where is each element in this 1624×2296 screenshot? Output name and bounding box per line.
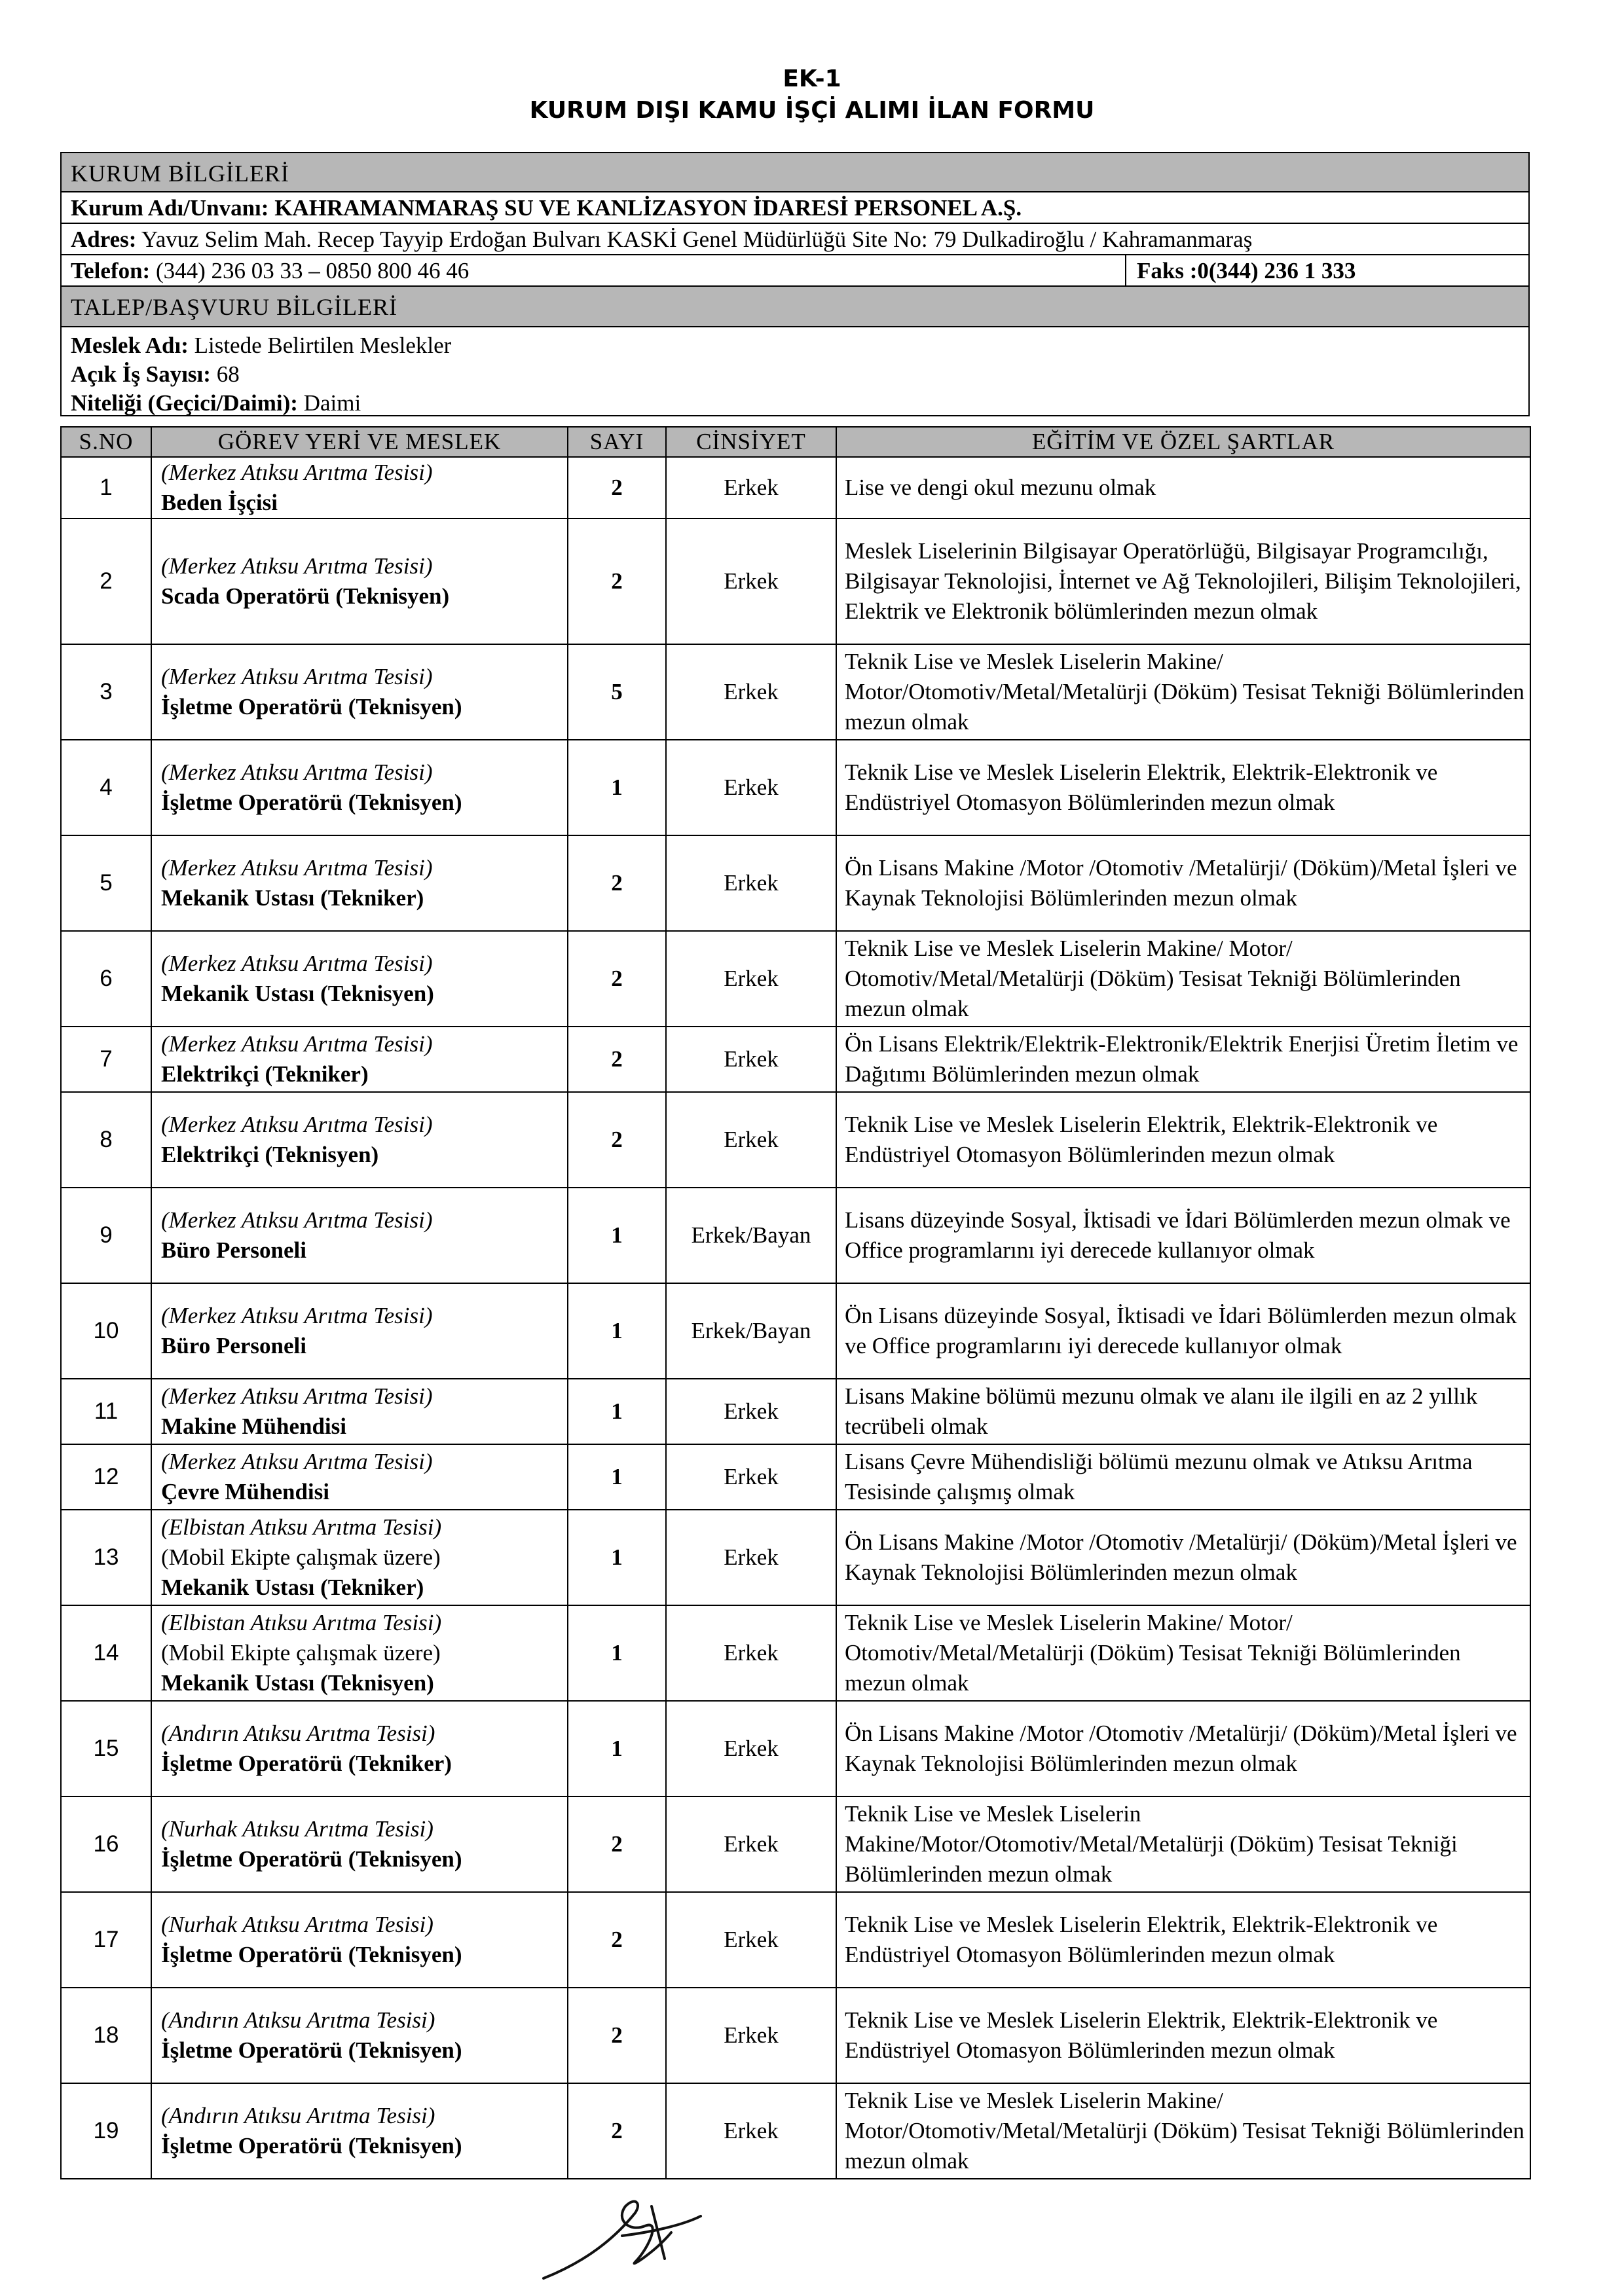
row-count: 1 — [568, 1444, 666, 1510]
row-number: 4 — [61, 740, 151, 835]
row-requirements: Teknik Lise ve Meslek Liselerin Elektrik, Elektrik-Elektronik ve Endüstriyel Otomasyon Bölümlerinden mezun olmak — [836, 740, 1530, 835]
row-gender: Erkek — [666, 519, 836, 644]
row-place-profession — [151, 931, 568, 1027]
open-positions-value: 68 — [216, 361, 240, 387]
job-title: Büro Personeli — [161, 1333, 306, 1358]
row-number: 15 — [61, 1701, 151, 1796]
facility-name: (Merkez Atıksu Arıtma Tesisi) — [161, 460, 433, 485]
row-place-profession — [151, 1027, 568, 1092]
annex-label: EK-1 — [783, 65, 841, 92]
facility-name: (Nurhak Atıksu Arıtma Tesisi) — [161, 1816, 434, 1842]
row-number: 18 — [61, 1988, 151, 2083]
positions-table — [60, 426, 1531, 2179]
table-row — [61, 1605, 1530, 1701]
row-gender: Erkek/Bayan — [666, 1283, 836, 1379]
facility-name: (Merkez Atıksu Arıtma Tesisi) — [161, 1112, 433, 1137]
table-row — [61, 931, 1530, 1027]
open-positions-label: Açık İş Sayısı: — [71, 361, 211, 387]
phone-cell — [71, 255, 1125, 285]
profession-value: Listede Belirtilen Meslekler — [194, 333, 452, 358]
row-count: 1 — [568, 1701, 666, 1796]
row-requirements: Lisans Çevre Mühendisliği bölümü mezunu olmak ve Atıksu Arıtma Tesisinde çalışmış olmak — [836, 1444, 1530, 1510]
facility-name: (Merkez Atıksu Arıtma Tesisi) — [161, 1303, 433, 1328]
open-positions-line — [71, 360, 1528, 389]
row-requirements: Lisans düzeyinde Sosyal, İktisadi ve İdari Bölümlerden mezun olmak ve Office programlarını iyi derecede kullanıyor olmak — [836, 1188, 1530, 1283]
facility-name: (Merkez Atıksu Arıtma Tesisi) — [161, 759, 433, 785]
row-place-profession — [151, 740, 568, 835]
row-count: 2 — [568, 1092, 666, 1188]
row-requirements: Teknik Lise ve Meslek Liselerin Elektrik, Elektrik-Elektronik ve Endüstriyel Otomasyon Bölümlerinden mezun olmak — [836, 1988, 1530, 2083]
row-gender: Erkek — [666, 835, 836, 931]
profession-line — [71, 331, 1528, 360]
row-number: 11 — [61, 1379, 151, 1444]
job-title: Mekanik Ustası (Tekniker) — [161, 885, 424, 911]
job-title: Mekanik Ustası (Tekniker) — [161, 1575, 424, 1600]
header-gender: CİNSİYET — [666, 427, 836, 457]
row-count: 1 — [568, 740, 666, 835]
row-gender: Erkek — [666, 1510, 836, 1605]
table-header-row — [61, 427, 1530, 457]
row-requirements: Meslek Liselerinin Bilgisayar Operatörlüğü, Bilgisayar Programcılığı, Bilgisayar Teknolojisi, İnternet ve Ağ Teknolojileri, Bilişim Teknolojileri, Elektrik ve Elektronik bölümlerinden mezun olmak — [836, 519, 1530, 644]
row-requirements: Ön Lisans Makine /Motor /Otomotiv /Metalürji/ (Döküm)/Metal İşleri ve Kaynak Teknolojisi Bölümlerinden mezun olmak — [836, 1701, 1530, 1796]
facility-name: (Merkez Atıksu Arıtma Tesisi) — [161, 855, 433, 881]
header-count: SAYI — [568, 427, 666, 457]
table-row — [61, 835, 1530, 931]
row-requirements: Teknik Lise ve Meslek Liselerin Makine/ Motor/Otomotiv/Metal/Metalürji (Döküm) Tesisat Tekniği Bölümlerinden mezun olmak — [836, 644, 1530, 740]
table-row — [61, 1027, 1530, 1092]
contact-line — [60, 255, 1530, 287]
row-number: 1 — [61, 457, 151, 519]
row-gender: Erkek — [666, 1092, 836, 1188]
row-count: 1 — [568, 1283, 666, 1379]
row-number: 16 — [61, 1796, 151, 1892]
address-value: Yavuz Selim Mah. Recep Tayyip Erdoğan Bulvarı KASKİ Genel Müdürlüğü Site No: 79 Dulkadiroğlu / Kahramanmaraş — [141, 227, 1253, 252]
table-row — [61, 1892, 1530, 1988]
institution-name-line — [60, 192, 1530, 224]
row-count: 2 — [568, 835, 666, 931]
institution-info-block — [60, 152, 1530, 416]
row-gender: Erkek — [666, 1444, 836, 1510]
row-gender: Erkek — [666, 740, 836, 835]
row-requirements: Lise ve dengi okul mezunu olmak — [836, 457, 1530, 519]
row-count: 2 — [568, 519, 666, 644]
job-title: Scada Operatörü (Teknisyen) — [161, 583, 450, 609]
talep-section-title: TALEP/BAŞVURU BİLGİLERİ — [60, 287, 1530, 327]
row-number: 14 — [61, 1605, 151, 1701]
row-requirements: Ön Lisans Elektrik/Elektrik-Elektronik/Elektrik Enerjisi Üretim İletim ve Dağıtımı Bölümlerinden mezun olmak — [836, 1027, 1530, 1092]
row-count: 1 — [568, 1188, 666, 1283]
application-info — [60, 327, 1530, 416]
row-number: 8 — [61, 1092, 151, 1188]
institution-name-value: KAHRAMANMARAŞ SU VE KANLİZASYON İDARESİ PERSONEL A.Ş. — [274, 195, 1022, 221]
facility-name: (Andırın Atıksu Arıtma Tesisi) — [161, 1721, 435, 1746]
assignment-note: (Mobil Ekipte çalışmak üzere) — [161, 1640, 441, 1666]
row-place-profession — [151, 1605, 568, 1701]
row-number: 6 — [61, 931, 151, 1027]
table-row — [61, 1510, 1530, 1605]
row-requirements: Teknik Lise ve Meslek Liselerin Elektrik, Elektrik-Elektronik ve Endüstriyel Otomasyon Bölümlerinden mezun olmak — [836, 1892, 1530, 1988]
row-gender: Erkek — [666, 1701, 836, 1796]
facility-name: (Elbistan Atıksu Arıtma Tesisi) — [161, 1514, 442, 1540]
facility-name: (Nurhak Atıksu Arıtma Tesisi) — [161, 1912, 434, 1937]
job-title: İşletme Operatörü (Teknisyen) — [161, 1942, 462, 1967]
row-requirements: Teknik Lise ve Meslek Liselerin Makine/ Motor/ Otomotiv/Metal/Metalürji (Döküm) Tesisat Tekniği Bölümlerinden mezun olmak — [836, 931, 1530, 1027]
row-gender: Erkek — [666, 1892, 836, 1988]
row-requirements: Ön Lisans Makine /Motor /Otomotiv /Metalürji/ (Döküm)/Metal İşleri ve Kaynak Teknolojisi Bölümlerinden mezun olmak — [836, 1510, 1530, 1605]
nature-line — [71, 389, 1528, 418]
row-place-profession — [151, 519, 568, 644]
table-row — [61, 1188, 1530, 1283]
row-number: 3 — [61, 644, 151, 740]
institution-name-label: Kurum Adı/Unvanı: — [71, 195, 269, 221]
row-requirements: Ön Lisans Makine /Motor /Otomotiv /Metalürji/ (Döküm)/Metal İşleri ve Kaynak Teknolojisi Bölümlerinden mezun olmak — [836, 835, 1530, 931]
row-place-profession — [151, 1444, 568, 1510]
nature-label: Niteliği (Geçici/Daimi): — [71, 390, 298, 416]
row-count: 2 — [568, 457, 666, 519]
address-line — [60, 224, 1530, 255]
row-place-profession — [151, 1988, 568, 2083]
row-count: 2 — [568, 1796, 666, 1892]
row-place-profession — [151, 1379, 568, 1444]
job-title: İşletme Operatörü (Teknisyen) — [161, 790, 462, 815]
row-gender: Erkek — [666, 1988, 836, 2083]
header-requirements: EĞİTİM VE ÖZEL ŞARTLAR — [836, 427, 1530, 457]
table-row — [61, 644, 1530, 740]
facility-name: (Merkez Atıksu Arıtma Tesisi) — [161, 951, 433, 976]
row-count: 5 — [568, 644, 666, 740]
row-number: 19 — [61, 2083, 151, 2179]
row-place-profession — [151, 1892, 568, 1988]
row-gender: Erkek — [666, 1379, 836, 1444]
fax-label: Faks : — [1137, 258, 1198, 283]
phone-value: (344) 236 03 33 – 0850 800 46 46 — [155, 258, 470, 283]
row-gender: Erkek — [666, 931, 836, 1027]
table-row — [61, 519, 1530, 644]
row-requirements: Teknik Lise ve Meslek Liselerin Makine/ Motor/Otomotiv/Metal/Metalürji (Döküm) Tesisat Tekniği Bölümlerinden mezun olmak — [836, 2083, 1530, 2179]
job-title: Elektrikçi (Tekniker) — [161, 1061, 369, 1087]
row-number: 17 — [61, 1892, 151, 1988]
row-place-profession — [151, 457, 568, 519]
row-gender: Erkek — [666, 2083, 836, 2179]
row-place-profession — [151, 1092, 568, 1188]
table-row — [61, 1701, 1530, 1796]
facility-name: (Merkez Atıksu Arıtma Tesisi) — [161, 1383, 433, 1409]
row-place-profession — [151, 2083, 568, 2179]
row-count: 2 — [568, 1988, 666, 2083]
row-requirements: Teknik Lise ve Meslek Liselerin Makine/ Motor/ Otomotiv/Metal/Metalürji (Döküm) Tesisat Tekniği Bölümlerinden mezun olmak — [836, 1605, 1530, 1701]
row-requirements: Teknik Lise ve Meslek Liselerin Makine/Motor/Otomotiv/Metal/Metalürji (Döküm) Tesisat Tekniği Bölümlerinden mezun olmak — [836, 1796, 1530, 1892]
row-place-profession — [151, 644, 568, 740]
row-count: 1 — [568, 1510, 666, 1605]
table-row — [61, 2083, 1530, 2179]
facility-name: (Merkez Atıksu Arıtma Tesisi) — [161, 553, 433, 579]
facility-name: (Merkez Atıksu Arıtma Tesisi) — [161, 1031, 433, 1057]
job-title: Çevre Mühendisi — [161, 1479, 329, 1504]
row-number: 12 — [61, 1444, 151, 1510]
row-place-profession — [151, 1188, 568, 1283]
row-count: 2 — [568, 2083, 666, 2179]
row-count: 2 — [568, 1027, 666, 1092]
job-title: İşletme Operatörü (Teknisyen) — [161, 694, 462, 720]
facility-name: (Merkez Atıksu Arıtma Tesisi) — [161, 1207, 433, 1233]
table-row — [61, 457, 1530, 519]
row-gender: Erkek — [666, 1796, 836, 1892]
header-place-profession: GÖREV YERİ VE MESLEK — [151, 427, 568, 457]
job-title: Mekanik Ustası (Teknisyen) — [161, 1670, 434, 1696]
table-row — [61, 1796, 1530, 1892]
fax-cell — [1125, 255, 1356, 285]
facility-name: (Merkez Atıksu Arıtma Tesisi) — [161, 1449, 433, 1474]
row-number: 9 — [61, 1188, 151, 1283]
job-title: Mekanik Ustası (Teknisyen) — [161, 981, 434, 1006]
row-place-profession — [151, 1701, 568, 1796]
row-count: 1 — [568, 1605, 666, 1701]
row-number: 5 — [61, 835, 151, 931]
row-count: 2 — [568, 931, 666, 1027]
job-title: İşletme Operatörü (Teknisyen) — [161, 2037, 462, 2063]
row-count: 2 — [568, 1892, 666, 1988]
facility-name: (Merkez Atıksu Arıtma Tesisi) — [161, 664, 433, 689]
row-number: 13 — [61, 1510, 151, 1605]
table-row — [61, 1092, 1530, 1188]
assignment-note: (Mobil Ekipte çalışmak üzere) — [161, 1544, 441, 1570]
signature-mark — [537, 2187, 707, 2285]
table-row — [61, 740, 1530, 835]
row-gender: Erkek — [666, 1605, 836, 1701]
address-label: Adres: — [71, 227, 137, 252]
facility-name: (Andırın Atıksu Arıtma Tesisi) — [161, 2103, 435, 2128]
job-title: İşletme Operatörü (Tekniker) — [161, 1751, 452, 1776]
kurum-section-title: KURUM BİLGİLERİ — [60, 152, 1530, 192]
nature-value: Daimi — [303, 390, 361, 416]
profession-label: Meslek Adı: — [71, 333, 189, 358]
row-place-profession — [151, 1510, 568, 1605]
row-place-profession — [151, 835, 568, 931]
row-gender: Erkek/Bayan — [666, 1188, 836, 1283]
job-title: Beden İşçisi — [161, 490, 278, 515]
row-number: 2 — [61, 519, 151, 644]
job-title: İşletme Operatörü (Teknisyen) — [161, 2133, 462, 2159]
row-place-profession — [151, 1796, 568, 1892]
row-number: 7 — [61, 1027, 151, 1092]
facility-name: (Andırın Atıksu Arıtma Tesisi) — [161, 2007, 435, 2033]
row-count: 1 — [568, 1379, 666, 1444]
fax-value: 0(344) 236 1 333 — [1197, 258, 1356, 283]
facility-name: (Elbistan Atıksu Arıtma Tesisi) — [161, 1610, 442, 1635]
table-row — [61, 1444, 1530, 1510]
row-gender: Erkek — [666, 644, 836, 740]
job-title: Makine Mühendisi — [161, 1413, 346, 1439]
row-requirements: Lisans Makine bölümü mezunu olmak ve alanı ile ilgili en az 2 yıllık tecrübeli olmak — [836, 1379, 1530, 1444]
header-sno: S.NO — [61, 427, 151, 457]
job-title: Elektrikçi (Teknisyen) — [161, 1142, 379, 1167]
row-gender: Erkek — [666, 1027, 836, 1092]
row-place-profession — [151, 1283, 568, 1379]
row-number: 10 — [61, 1283, 151, 1379]
job-title: İşletme Operatörü (Teknisyen) — [161, 1846, 462, 1872]
phone-label: Telefon: — [71, 258, 151, 283]
row-gender: Erkek — [666, 457, 836, 519]
table-row — [61, 1379, 1530, 1444]
table-row — [61, 1283, 1530, 1379]
form-title: KURUM DIŞI KAMU İŞÇİ ALIMI İLAN FORMU — [529, 97, 1095, 124]
row-requirements: Ön Lisans düzeyinde Sosyal, İktisadi ve İdari Bölümlerden mezun olmak ve Office programlarını iyi derecede kullanıyor olmak — [836, 1283, 1530, 1379]
table-row — [61, 1988, 1530, 2083]
row-requirements: Teknik Lise ve Meslek Liselerin Elektrik, Elektrik-Elektronik ve Endüstriyel Otomasyon Bölümlerinden mezun olmak — [836, 1092, 1530, 1188]
job-title: Büro Personeli — [161, 1237, 306, 1263]
